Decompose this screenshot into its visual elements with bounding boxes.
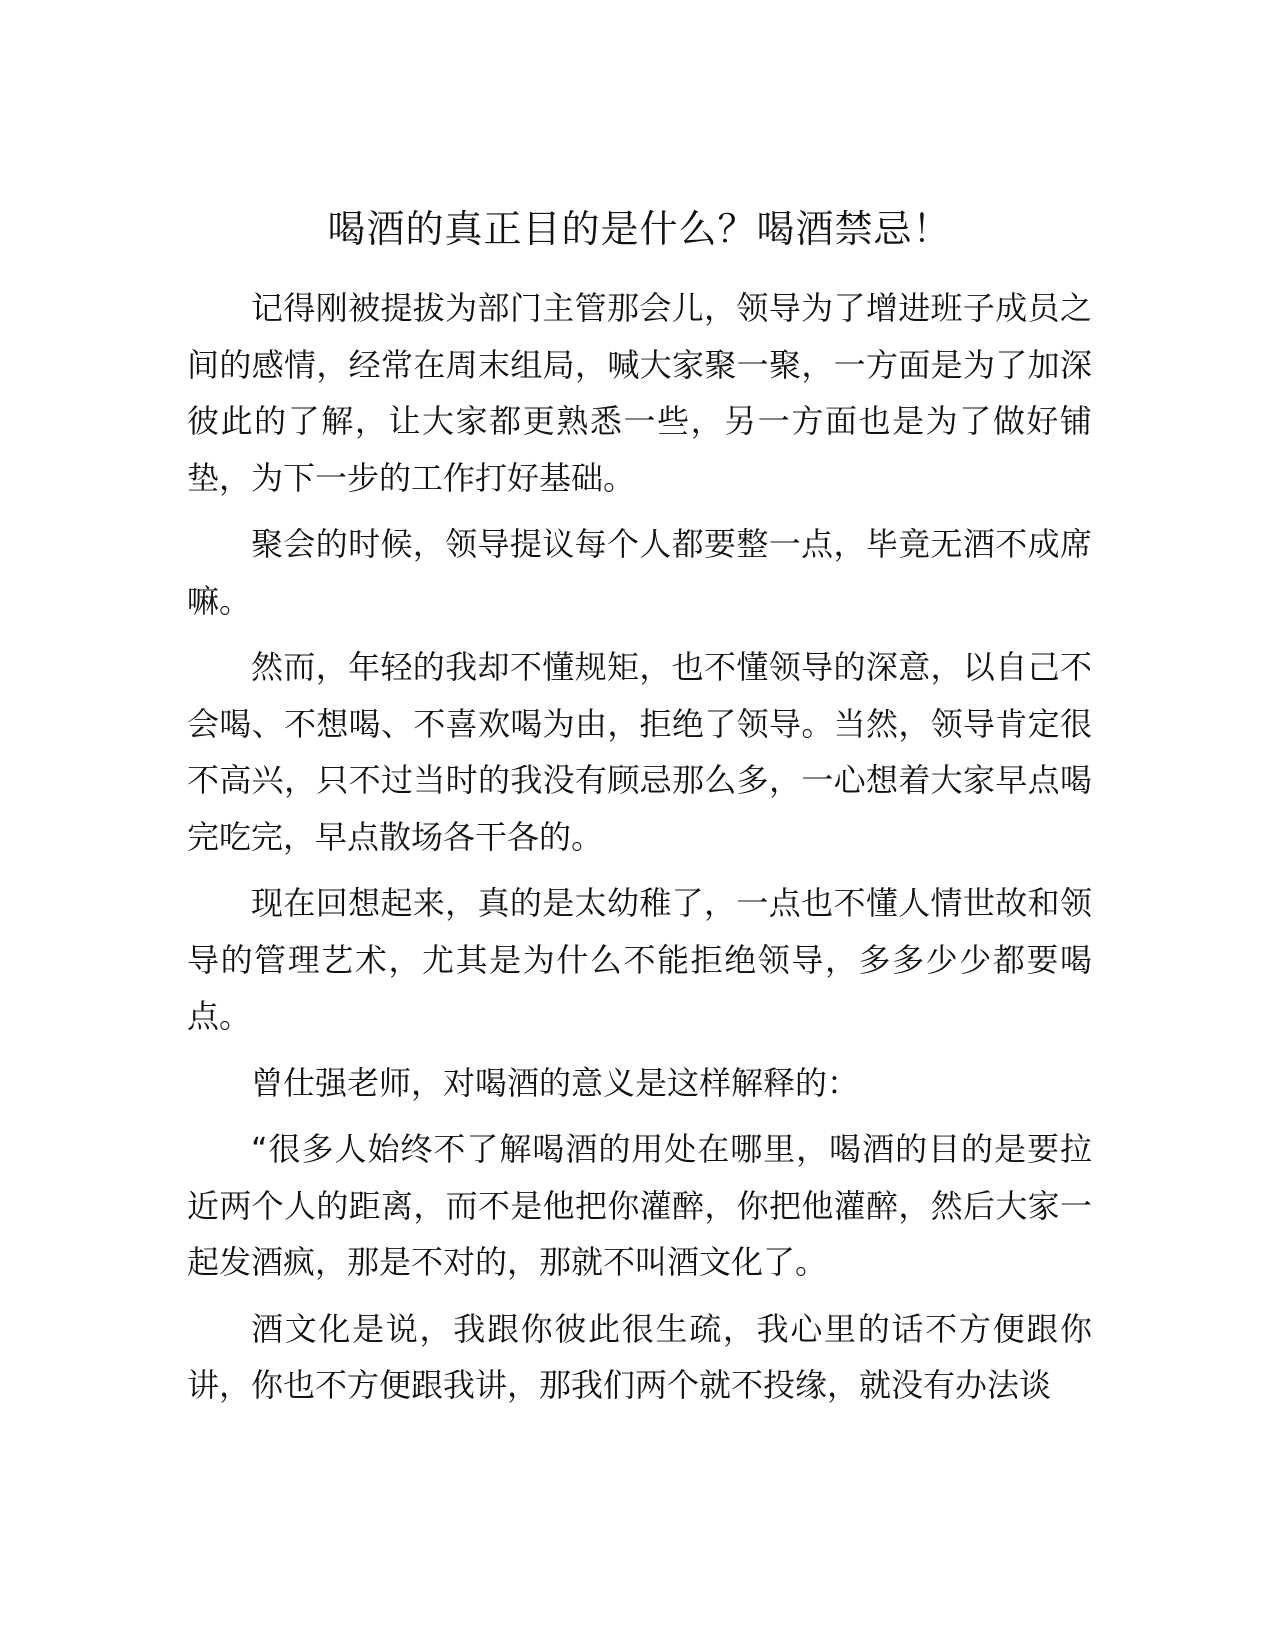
document-title: 喝酒的真正目的是什么？喝酒禁忌！ bbox=[327, 207, 952, 251]
document-body bbox=[187, 200, 1092, 1414]
paragraph-1: 记得刚被提拔为部门主管那会儿，领导为了增进班子成员之间的感情，经常在周末组局，喊大家聚一聚，一方面是为了加深彼此的了解，让大家都更熟悉一些，另一方面也是为了做好铺垫，为下一步的工作打好基础。 bbox=[187, 289, 1092, 497]
paragraph-2: 聚会的时候，领导提议每个人都要整一点，毕竟无酒不成席嘛。 bbox=[187, 525, 1092, 620]
paragraph-3: 然而，年轻的我却不懂规矩，也不懂领导的深意，以自己不会喝、不想喝、不喜欢喝为由，拒绝了领导。当然，领导肯定很不高兴，只不过当时的我没有顾忌那么多，一心想着大家早点喝完吃完，早点散场各干各的。 bbox=[187, 648, 1092, 856]
paragraph-7: 酒文化是说，我跟你彼此很生疏，我心里的话不方便跟你讲，你也不方便跟我讲，那我们两个就不投缘，就没有办法谈 bbox=[187, 1309, 1092, 1404]
paragraph-4: 现在回想起来，真的是太幼稚了，一点也不懂人情世故和领导的管理艺术，尤其是为什么不能拒绝领导，多多少少都要喝点。 bbox=[187, 884, 1092, 1035]
paragraph-6-quote: “很多人始终不了解喝酒的用处在哪里，喝酒的目的是要拉近两个人的距离，而不是他把你灌醉，你把他灌醉，然后大家一起发酒疯，那是不对的，那就不叫酒文化了。 bbox=[187, 1130, 1092, 1281]
paragraph-5: 曾仕强老师，对喝酒的意义是这样解释的： bbox=[251, 1063, 860, 1102]
